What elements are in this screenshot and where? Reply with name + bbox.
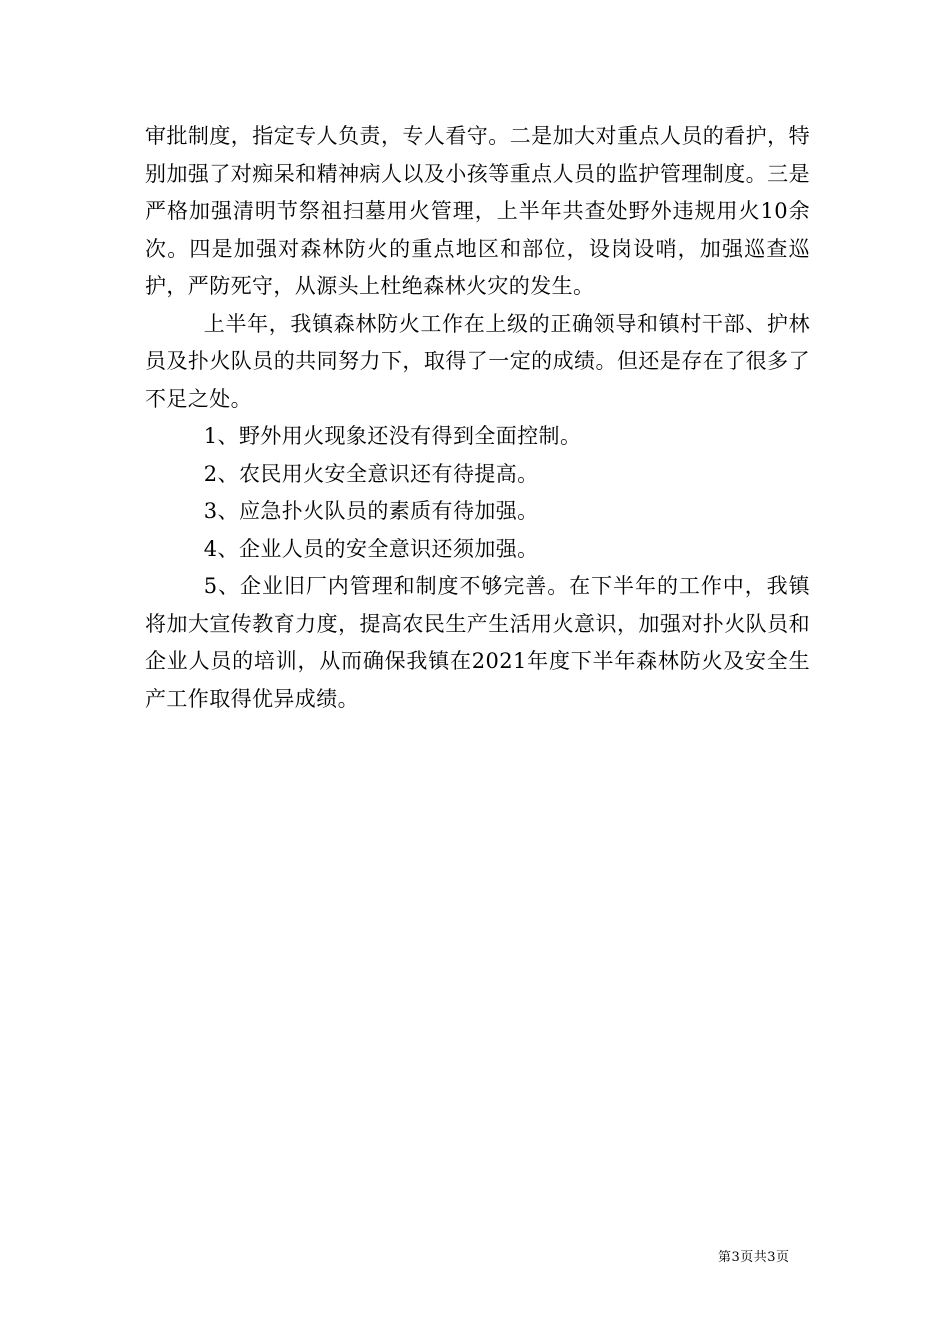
- document-body: [145, 118, 810, 718]
- list-item-5: 5、企业旧厂内管理和制度不够完善。在下半年的工作中，我镇将加大宣传教育力度，提高农民生产生活用火意识，加强对扑火队员和企业人员的培训，从而确保我镇在2021年度下半年森林防火及安全生产工作取得优异成绩。: [145, 574, 810, 711]
- paragraph-summary: 上半年，我镇森林防火工作在上级的正确领导和镇村干部、护林员及扑火队员的共同努力下，取得了一定的成绩。但还是存在了很多了不足之处。: [145, 311, 810, 411]
- list-item-3: 3、应急扑火队员的素质有待加强。: [203, 499, 539, 523]
- list-item-1: 1、野外用火现象还没有得到全面控制。: [203, 424, 582, 448]
- page-number-footer: 第3页共3页: [718, 1250, 790, 1265]
- paragraph-continuation: 审批制度，指定专人负责，专人看守。二是加大对重点人员的看护，特别加强了对痴呆和精神病人以及小孩等重点人员的监护管理制度。三是严格加强清明节祭祖扫墓用火管理，上半年共查处野外违规用火10余次。四是加强对森林防火的重点地区和部位，设岗设哨，加强巡查巡护，严防死守，从源头上杜绝森林火灾的发生。: [145, 124, 810, 298]
- list-item-2: 2、农民用火安全意识还有待提高。: [203, 461, 539, 486]
- list-item-4: 4、企业人员的安全意识还须加强。: [203, 536, 539, 561]
